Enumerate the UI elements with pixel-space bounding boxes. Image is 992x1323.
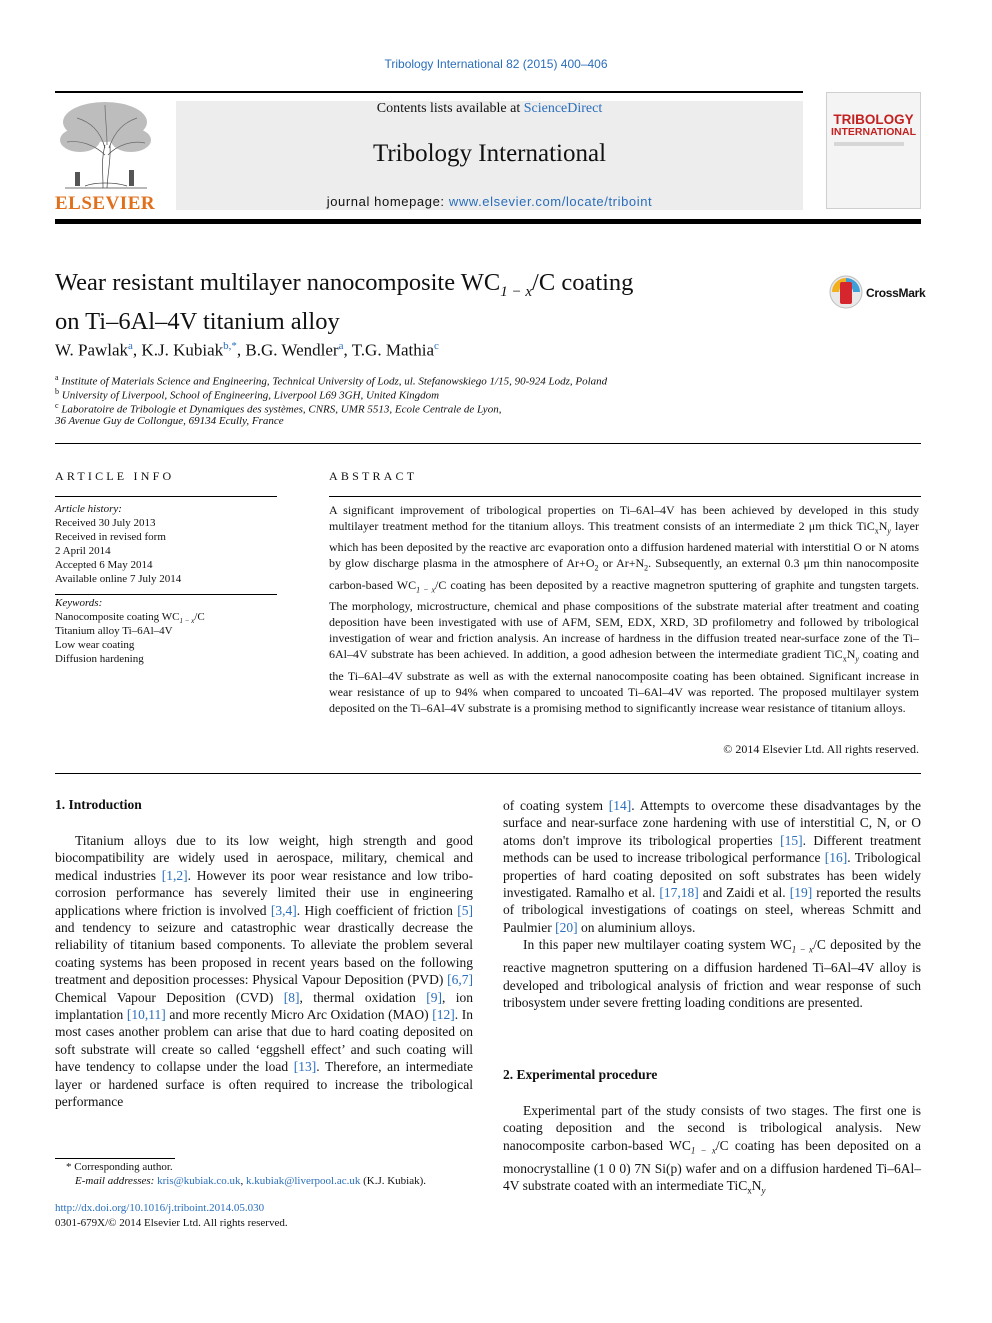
history-item: Accepted 6 May 2014 bbox=[55, 559, 153, 571]
journal-homepage: journal homepage: www.elsevier.com/locate/triboint bbox=[326, 194, 653, 209]
citation-link[interactable]: [6,7] bbox=[447, 972, 473, 988]
citation-link[interactable]: [14] bbox=[608, 798, 632, 813]
email-footnote: E-mail addresses: kris@kubiak.co.uk, k.kubiak@liverpool.ac.uk (K.J. Kubiak). bbox=[75, 1175, 427, 1187]
abstract-rule bbox=[329, 496, 921, 497]
experimental-paragraph bbox=[503, 1102, 921, 1200]
affiliation: $^c$ Laboratoire de Tribologie et Dynamiques des systèmes, CNRS, UMR 5513, Ecole Centrale de Lyon, bbox=[55, 401, 502, 416]
citation-link[interactable]: [17,18] bbox=[659, 885, 699, 901]
issn-line: 0301-679X/© 2014 Elsevier Ltd. All rights reserved. bbox=[55, 1217, 288, 1229]
affiliation-rule bbox=[55, 443, 921, 444]
doi-link[interactable]: http://dx.doi.org/10.1016/j.triboint.2014.05.030 bbox=[55, 1202, 265, 1214]
info-rule bbox=[55, 594, 277, 595]
journal-cover[interactable] bbox=[826, 92, 921, 209]
citation-link[interactable]: [20] bbox=[555, 919, 578, 935]
affiliation: $^b$ University of Liverpool, School of Engineering, Liverpool L69 3GH, United Kingdom bbox=[55, 387, 440, 402]
section-heading-experimental: 2. Experimental procedure bbox=[503, 1067, 658, 1082]
email-link[interactable]: kris@kubiak.co.uk bbox=[157, 1175, 241, 1187]
history-label: Article history: bbox=[55, 503, 122, 515]
section-heading-introduction: 1. Introduction bbox=[55, 797, 142, 812]
abstract-copyright: © 2014 Elsevier Ltd. All rights reserved. bbox=[723, 742, 919, 756]
author-name[interactable]: T.G. Mathia bbox=[351, 340, 434, 360]
paragraph: Experimental part of the study consists of two stages. The first one is coating deposition and the second is tribological analysis. New nanocomposite carbon-based $WC_{1 - x}/C$ coating has been deposited on a monocrystalline (1 0 0) 7N Si(p) wafer and on a diffusion hardened Ti–6Al–4V substrate coated with an intermediate $TiC_xN_y$ bbox=[503, 1103, 922, 1196]
keyword: Diffusion hardening bbox=[55, 653, 144, 665]
journal-reference[interactable]: Tribology International 82 (2015) 400–406 bbox=[384, 57, 608, 71]
keyword: Nanocomposite coating $WC_{1 - x}/C$ bbox=[55, 611, 205, 626]
author-name[interactable]: W. Pawlak bbox=[55, 340, 129, 360]
abstract-bottom-rule bbox=[55, 773, 921, 774]
citation-link[interactable]: [19] bbox=[789, 885, 813, 901]
affiliation: 36 Avenue Guy de Collongue, 69134 Ecully, France bbox=[55, 415, 284, 427]
keyword: Titanium alloy Ti–6Al–4V bbox=[55, 625, 173, 637]
author-name[interactable]: B.G. Wendler bbox=[245, 340, 339, 360]
cover-title: TRIBOLOGY INTERNATIONAL bbox=[831, 112, 916, 138]
author-list: W. Pawlak$^a$, K.J. Kubiak$^{b,*}$, B.G. Wendler$^a$, T.G. Mathia$^c$ bbox=[55, 340, 439, 360]
history-item: Received in revised form bbox=[55, 531, 166, 543]
email-link[interactable]: k.kubiak@liverpool.ac.uk bbox=[246, 1175, 361, 1187]
header-thick-rule bbox=[55, 219, 921, 224]
body-column-left bbox=[55, 832, 473, 1111]
elsevier-wordmark: ELSEVIER bbox=[55, 193, 156, 214]
homepage-link[interactable]: www.elsevier.com/locate/triboint bbox=[448, 194, 653, 209]
contents-line: Contents lists available at ScienceDirect bbox=[376, 101, 603, 116]
keyword: Low wear coating bbox=[55, 639, 135, 651]
citation-link[interactable]: [13] bbox=[293, 1059, 317, 1075]
citation-link[interactable]: [9] bbox=[426, 989, 442, 1005]
article-title: Wear resistant multilayer nanocomposite $WC_{1 - x}/C$ coating on Ti–6Al–4V titanium alloy bbox=[55, 269, 634, 335]
sciencedirect-link[interactable]: ScienceDirect bbox=[523, 101, 603, 116]
author-name[interactable]: K.J. Kubiak bbox=[141, 340, 224, 360]
paragraph: Titanium alloys due to its low weight, high strength and good biocompatibility are widely used in aerospace, military, chemical and medical industries [1,2]. However its poor wear resistance and low tribo-corrosion performance has severely limited their use in engineering applications where friction is involved [3,4]. High coefficient of friction [5] and tendency to seizure and catastrophic wear drastically decrease the reliability of titanium based components. To alleviate the problem several coating systems has been proposed in recent years based on the following treatment and deposition processes: Physical Vapour Deposition (PVD) [6,7] Chemical Vapour Deposition (CVD) [8], thermal oxidation [9], ion implantation [10,11] and more recently Micro Arc Oxidation (MAO) [12]. In most cases another problem can arise that due to hard coating deposited on soft substrate will create so called ‘eggshell effect’ and such coating will have tendency to collapse under the load [13]. Therefore, an intermediate layer or hardened surface is often required to increase the tribological performance bbox=[55, 833, 473, 1110]
info-rule bbox=[55, 496, 277, 497]
keywords-label: Keywords: bbox=[55, 597, 103, 609]
history-item: Available online 7 July 2014 bbox=[55, 573, 182, 585]
citation-link[interactable]: [5] bbox=[457, 902, 473, 918]
history-item: 2 April 2014 bbox=[55, 545, 111, 557]
header-rule bbox=[55, 91, 803, 93]
affiliation: $^a$ Institute of Materials Science and Engineering, Technical University of Lodz, ul. Stefanowskiego 1/15, 90-924 Lodz, Poland bbox=[55, 373, 608, 388]
history-item: Received 30 July 2013 bbox=[55, 517, 156, 529]
body-column-right bbox=[503, 797, 921, 1012]
citation-link[interactable]: [10,11] bbox=[126, 1007, 166, 1023]
corresponding-author-note: * Corresponding author. bbox=[66, 1161, 173, 1173]
crossmark-icon[interactable] bbox=[829, 275, 863, 309]
abstract-body: A significant improvement of tribological properties on Ti–6Al–4V has been achieved by developed in this study multilayer treatment method for the titanium alloys. This treatment consists of an intermediate 2 μm thick $TiC_xN_y$ layer which has been deposited by the reactive arc evaporation onto a diffusion hardened material with interstitial O or N atoms by glow discharge plasma in the atmosphere of $Ar+O_2$ or $Ar+N_2$. Subsequently, an external 0.3 μm thin nanocomposite carbon-based $WC_{1 - x}/C$ coating has been deposited by a reactive magnetron sputtering of graphite and tungsten targets. The morphology, microstructure, chemical and phase compositions of the substrate material after treatment and coating deposition have been investigated with use of AFM, SEM, EDX, XRD, 3D profilometry and followed by tribological investigation of wear and friction analysis. An increase of hardness in the diffusion treated near-surface zone of the Ti–6Al–4V substrate has been achieved. In addition, a good adhesion between the intermediate gradient $TiC_xN_y$ coating and the Ti–6Al–4V substrate as well as with the external nanocomposite coating has been obtained. Significant increase in wear resistance of up to 94% when compared to uncoated Ti–6Al–4V was reported. The proposed multilayer system deposited on the Ti–6Al–4V substrate is a promising method to significantly increase wear resistance of titanium alloys. bbox=[329, 503, 919, 715]
citation-link[interactable]: [16] bbox=[824, 850, 848, 866]
citation-link[interactable]: [3,4] bbox=[270, 902, 297, 918]
citation-link[interactable]: [15] bbox=[780, 832, 803, 848]
footnote-rule bbox=[55, 1158, 175, 1159]
paragraph: of coating system [14]. Attempts to overcome these disadvantages by the surface and near-surface zone hardening with use of interstitial C, N, or O atoms don't improve its tribological properties [15]. Different treatment methods can be used to increase tribological performance [16]. Tribological properties of hard coating deposited on soft substrates has been widely investigated. Ramalho et al. [17,18] and Zaidi et al. [19] reported the results of tribological investigations of coatings on steel, whereas Schmitt and Paulmier [20] on aluminium alloys. bbox=[503, 798, 922, 935]
crossmark-label[interactable]: CrossMark bbox=[866, 286, 926, 300]
citation-link[interactable]: [1,2] bbox=[161, 867, 188, 883]
paragraph: In this paper new multilayer coating system $WC_{1 - x}/C$ deposited by the reactive magnetron sputtering on a diffusion hardened Ti–6Al–4V alloy is developed and tribological analysis of friction and wear response of such tribosystem under severe fretting loading conditions are presented. bbox=[503, 937, 921, 1011]
citation-link[interactable]: [12] bbox=[432, 1007, 455, 1023]
cover-subtitle-bar bbox=[834, 142, 904, 146]
journal-title: Tribology International bbox=[372, 140, 607, 167]
abstract-heading: ABSTRACT bbox=[329, 469, 418, 483]
article-info-heading: ARTICLE INFO bbox=[55, 469, 175, 483]
citation-link[interactable]: [8] bbox=[283, 989, 300, 1005]
